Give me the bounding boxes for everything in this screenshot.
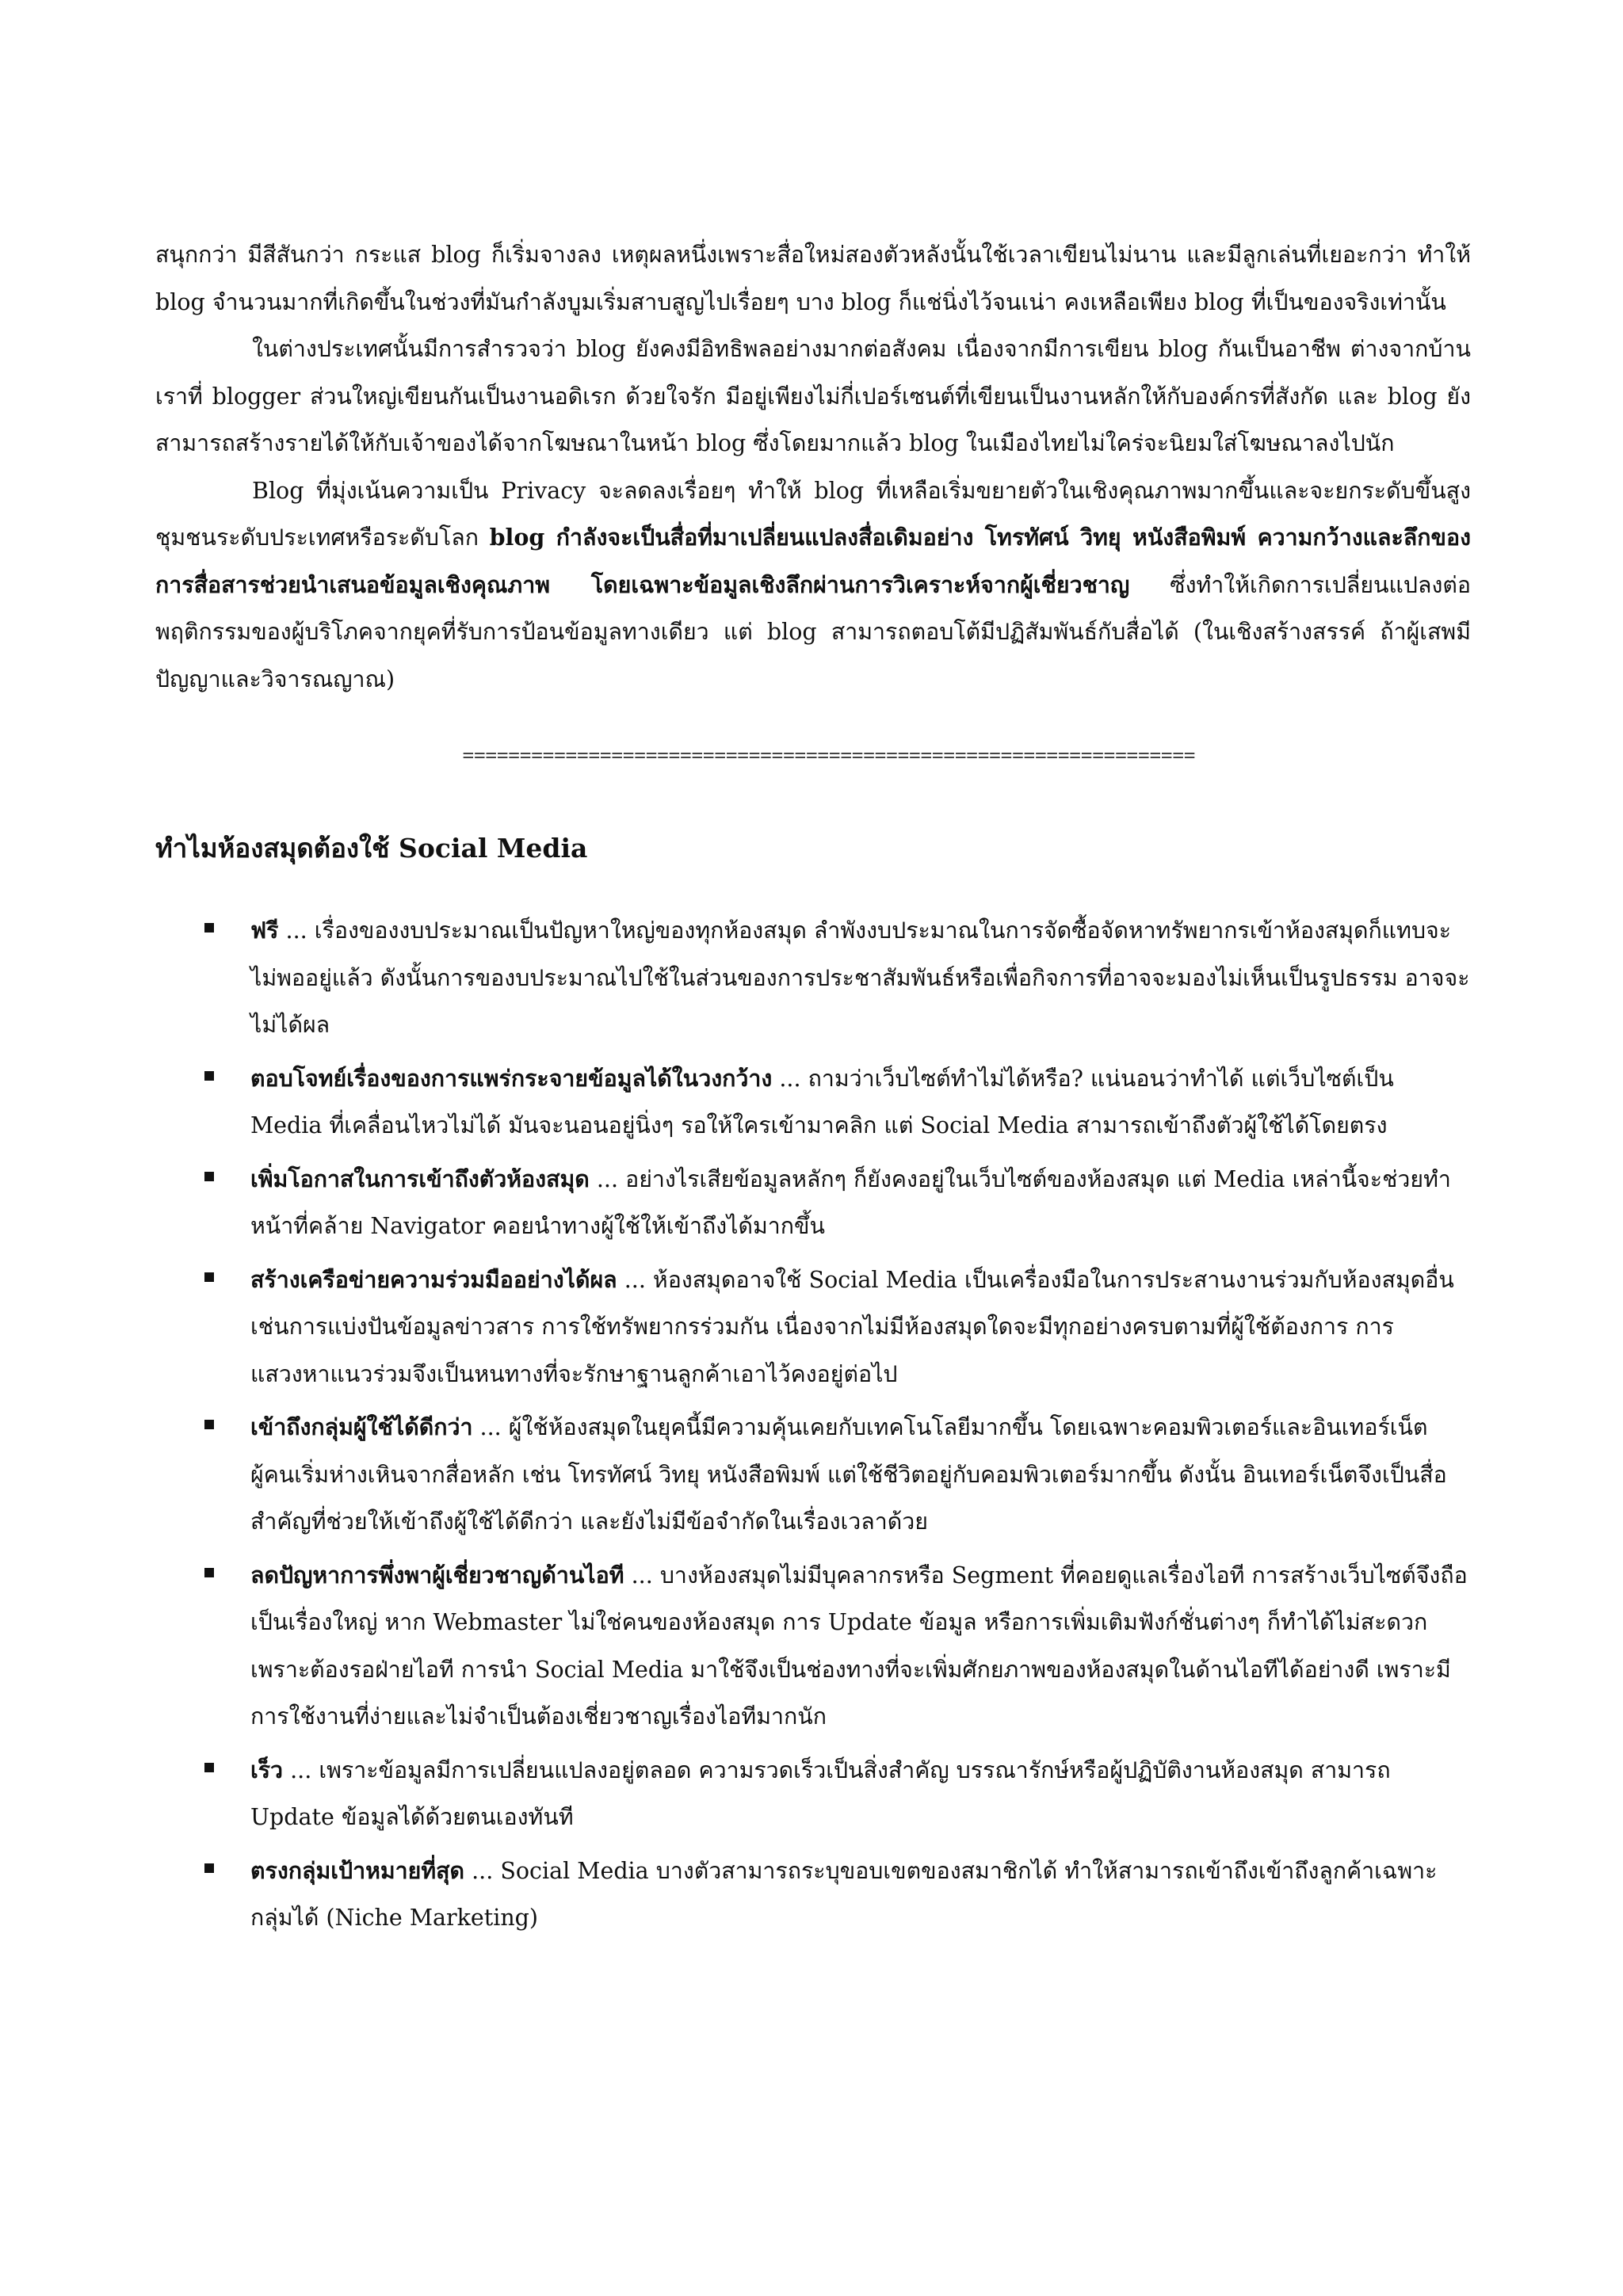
section-heading: ทำไมห้องสมุดต้องใช้ Social Media [155,833,588,864]
list-item [155,1848,1471,1942]
list-item-title: เข้าถึงกลุ่มผู้ใช้ได้ดีกว่า [250,1413,473,1440]
list-item-text: ... ผู้ใช้ห้องสมุดในยุคนี้มีความคุ้นเคยกับเทคโนโลยีมากขึ้น โดยเฉพาะคอมพิวเตอร์และอินเทอร์เน็ต ผู้คนเริ่มห่างเหินจากสื่อหลัก เช่น โทรทัศน์ วิทยุ หนังสือพิมพ์ แต่ใช้ชีวิตอยู่กับคอมพิวเตอร์มากขึ้น ดังนั้น อินเทอร์เน็ตจึงเป็นสื่อสำคัญที่ช่วยให้เข้าถึงผู้ใช้ได้ดีกว่า และยังไม่มีข้อจำกัดในเรื่องเวลาด้วย [250,1414,1447,1535]
square-bullet-icon [204,1272,214,1282]
paragraph-3-bold-text: blog กำลังจะเป็นสื่อที่มาเปลี่ยนแปลงสื่อเดิมอย่าง โทรทัศน์ วิทยุ หนังสือพิมพ์ ความกว้างและลึกของการสื่อสารช่วยนำเสนอข้อมูลเชิงคุณภาพ โดยเฉพาะข้อมูลเชิงลึกผ่านการวิเคราะห์จากผู้เชี่ยวชาญ [155,524,1471,598]
paragraph-3-text-b: ซึ่งทำให้เกิดการเปลี่ยนแปลงต่อพฤติกรรมของผู้บริโภคจากยุคที่รับการป้อนข้อมูลทางเดียว แต่ blog สามารถตอบโต้มีปฏิสัมพันธ์กับสื่อได้ (ในเชิงสร้างสรรค์ ถ้าผู้เสพมีปัญญาและวิจารณญาณ) [155,571,1471,692]
list-item-text: ... บางห้องสมุดไม่มีบุคลากรหรือ Segment ที่คอยดูแลเรื่องไอที การสร้างเว็บไซต์จึงถือเป็นเรื่องใหญ่ หาก Webmaster ไม่ใช่คนของห้องสมุด การ Update ข้อมูล หรือการเพิ่มเติมฟังก์ชั่นต่างๆ ก็ทำได้ไม่สะดวก เพราะต้องรอฝ่ายไอที การนำ Social Media มาใช้จึงเป็นช่องทางที่จะเพิ่มศักยภาพของห้องสมุดในด้านไอทีได้อย่างดี เพราะมีการใช้งานที่ง่ายและไม่จำเป็นต้องเชี่ยวชาญเรื่องไอทีมากนัก [250,1562,1468,1730]
list-item-title: สร้างเครือข่ายความร่วมมืออย่างได้ผล [250,1265,617,1293]
list-item-text: ... เพราะข้อมูลมีการเปลี่ยนแปลงอยู่ตลอด ความรวดเร็วเป็นสิ่งสำคัญ บรรณารักษ์หรือผู้ปฏิบัติงานห้องสมุด สามารถ Update ข้อมูลได้ด้วยตนเองทันที [250,1756,1391,1830]
document-body [155,231,1471,1948]
paragraph-1 [155,231,1471,326]
square-bullet-icon [204,1763,214,1772]
square-bullet-icon [204,1863,214,1873]
square-bullet-icon [204,923,214,933]
separator-line [155,744,1471,771]
list-item [155,1257,1471,1398]
reasons-list [155,907,1471,1942]
paragraph-1-text: สนุกกว่า มีสีสันกว่า กระแส blog ก็เริ่มจางลง เหตุผลหนึ่งเพราะสื่อใหม่สองตัวหลังนั้นใช้เวลาเขียนไม่นาน และมีลูกเล่นที่เยอะกว่า ทำให้ blog จำนวนมากที่เกิดขึ้นในช่วงที่มันกำลังบูมเริ่มสาบสูญไปเรื่อยๆ บาง blog ก็แช่นิ่งไว้จนเน่า คงเหลือเพียง blog ที่เป็นของจริงเท่านั้น [155,242,1471,315]
list-item-text: ... อย่างไรเสียข้อมูลหลักๆ ก็ยังคงอยู่ในเว็บไซต์ของห้องสมุด แต่ Media เหล่านี้จะช่วยทำหน้าที่คล้าย Navigator คอยนำทางผู้ใช้ให้เข้าถึงได้มากขึ้น [250,1165,1451,1239]
square-bullet-icon [204,1568,214,1577]
paragraph-3 [155,467,1471,704]
list-item-text: ... Social Media บางตัวสามารถระบุขอบเขตของสมาชิกได้ ทำให้สามารถเข้าถึงเข้าถึงลูกค้าเฉพาะกลุ่มได้ (Niche Marketing) [250,1857,1438,1931]
square-bullet-icon [204,1071,214,1081]
paragraph-3-text-a: Blog ที่มุ่งเน้นความเป็น Privacy จะลดลงเรื่อยๆ ทำให้ blog ที่เหลือเริ่มขยายตัวในเชิงคุณภาพมากขึ้นและจะยกระดับขึ้นสูงชุมชนระดับประเทศหรือระดับโลก [155,477,1471,551]
list-item [155,1156,1471,1250]
list-item [155,1055,1471,1150]
list-item-title: ฟรี [250,917,279,944]
list-item [155,1747,1471,1841]
list-item [155,1404,1471,1546]
square-bullet-icon [204,1172,214,1181]
list-item-text: ... ห้องสมุดอาจใช้ Social Media เป็นเครื่องมือในการประสานงานร่วมกับห้องสมุดอื่น เช่นการแบ่งปันข้อมูลข่าวสาร การใช้ทรัพยากรร่วมกัน เนื่องจากไม่มีห้องสมุดใดจะมีทุกอย่างครบตามที่ผู้ใช้ต้องการ การแสวงหาแนวร่วมจึงเป็นหนทางที่จะรักษาฐานลูกค้าเอาไว้คงอยู่ต่อไป [250,1266,1454,1387]
list-item-title: ตรงกลุ่มเป้าหมายที่สุด [250,1856,465,1884]
square-bullet-icon [204,1420,214,1429]
list-item-title: ตอบโจทย์เรื่องของการแพร่กระจายข้อมูลได้ในวงกว้าง [250,1064,773,1092]
list-item-title: ลดปัญหาการพึ่งพาผู้เชี่ยวชาญด้านไอที [250,1561,624,1589]
list-item [155,1552,1471,1741]
paragraph-2 [155,326,1471,467]
list-item-title: เพิ่มโอกาสในการเข้าถึงตัวห้องสมุด [250,1165,590,1192]
paragraph-2-text: ในต่างประเทศนั้นมีการสำรวจว่า blog ยังคงมีอิทธิพลอย่างมากต่อสังคม เนื่องจากมีการเขียน blog กันเป็นอาชีพ ต่างจากบ้านเราที่ blogger ส่วนใหญ่เขียนกันเป็นงานอดิเรก ด้วยใจรัก มีอยู่เพียงไม่กี่เปอร์เซนต์ที่เขียนเป็นงานหลักให้กับองค์กรที่สังกัด และ blog ยังสามารถสร้างรายได้ให้กับเจ้าของได้จากโฆษณาในหน้า blog ซึ่งโดยมากแล้ว blog ในเมืองไทยไม่ใคร่จะนิยมใส่โฆษณาลงไปนัก [155,336,1471,456]
list-item-text: ... ถามว่าเว็บไซต์ทำไม่ได้หรือ? แน่นอนว่าทำได้ แต่เว็บไซต์เป็น Media ที่เคลื่อนไหวไม่ได้ มันจะนอนอยู่นิ่งๆ รอให้ใครเข้ามาคลิก แต่ Social Media สามารถเข้าถึงตัวผู้ใช้ได้โดยตรง [250,1065,1394,1138]
list-item-title: เร็ว [250,1756,284,1783]
list-item-text: ... เรื่องของงบประมาณเป็นปัญหาใหญ่ของทุกห้องสมุด ลำพังงบประมาณในการจัดซื้อจัดหาทรัพยากรเข้าห้องสมุดก็แทบจะไม่พออยู่แล้ว ดังนั้นการของบประมาณไปใช้ในส่วนของการประชาสัมพันธ์หรือเพื่อกิจการที่อาจจะมองไม่เห็นเป็นรูปธรรม อาจจะไม่ได้ผล [250,917,1470,1038]
separator-text: ================================================================ [462,744,1196,766]
list-item [155,907,1471,1049]
